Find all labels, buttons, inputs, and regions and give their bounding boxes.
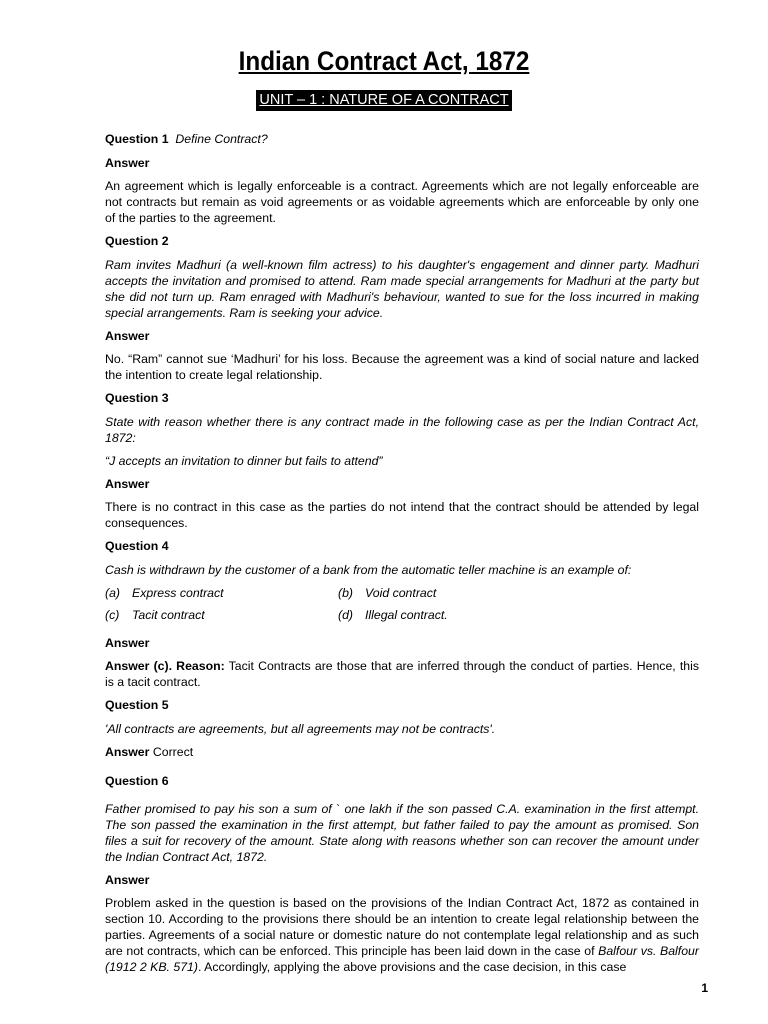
question-text: State with reason whether there is any contract made in the following case as per the Indian Contract Act, 1872:: [105, 415, 699, 445]
case-citation: Balfour vs. Balfour (1912 2 KB. 571): [105, 944, 699, 974]
unit-heading-wrap: [0, 90, 768, 111]
answer-text: An agreement which is legally enforceable is a contract. Agreements which are not legally enforceable are not contracts but remain as void agreements or as voidable agreements which are enforceable by only one of the parties to the agreement.: [105, 179, 699, 225]
option-a: (a) Express contract: [105, 586, 224, 600]
question-4: Question 4: [105, 539, 169, 553]
answer-text: No. “Ram” cannot sue ‘Madhuri’ for his loss. Because the agreement was a kind of social nature and lacked the intention to create legal relationship.: [105, 352, 699, 382]
answer-text: Problem asked in the question is based on the provisions of the Indian Contract Act, 1872 as contained in section 10. According to the provisions there should be an intention to create legal relationship between the parties. Agreements of a social nature or domestic nature do not contemplate legal relationship and as such are not contracts, which can be enforced. This principle has been laid down in the case of Balfour vs. Balfour (1912 2 KB. 571). Accordingly, applying the above provisions and the case decision, in this case: [105, 896, 699, 974]
answer-text: There is no contract in this case as the parties do not intend that the contract should be attended by legal consequences.: [105, 500, 699, 530]
options-grid: [105, 585, 699, 623]
answer-text: Answer Correct: [105, 745, 194, 759]
option-b: (b) Void contract: [338, 586, 437, 600]
question-text: 'All contracts are agreements, but all agreements may not be contracts'.: [105, 722, 496, 736]
answer-heading: Answer: [105, 156, 150, 170]
answer-heading: Answer: [105, 636, 150, 650]
question-5: Question 5: [105, 698, 169, 712]
question-3: Question 3: [105, 391, 169, 405]
question-text: Define Contract?: [175, 132, 268, 146]
page-number: 1: [701, 981, 708, 995]
answer-heading: Answer: [105, 477, 150, 491]
option-d: (d) Illegal contract.: [338, 608, 448, 622]
answer-heading: Answer: [105, 873, 150, 887]
answer-heading: Answer: [105, 329, 150, 343]
content: [105, 131, 699, 982]
unit-heading: UNIT – 1 : NATURE OF A CONTRACT: [256, 90, 511, 111]
answer-key: Answer (c). Reason:: [105, 659, 225, 673]
question-text: Father promised to pay his son a sum of ` one lakh if the son passed C.A. examination in the first attempt. The son passed the examination in the first attempt, but father failed to pay the amount as promised. Son files a suit for recovery of the amount. State along with reasons whether son can recover the amount under the Indian Contract Act, 1872.: [105, 802, 699, 864]
question-1: [105, 131, 699, 147]
question-label: Question 1: [105, 132, 169, 146]
question-quote: “J accepts an invitation to dinner but fails to attend”: [105, 454, 383, 468]
option-c: (c) Tacit contract: [105, 608, 205, 622]
question-text: Ram invites Madhuri (a well-known film actress) to his daughter's engagement and dinner party. Madhuri accepts the invitation and promised to attend. Ram made special arrangements for Madhuri at the party but she did not turn up. Ram enraged with Madhuri's behaviour, wanted to sue for the loss incurred in making special arrangements. Ram is seeking your advice.: [105, 258, 699, 320]
question-2: Question 2: [105, 234, 169, 248]
question-text: Cash is withdrawn by the customer of a bank from the automatic teller machine is an example of:: [105, 563, 632, 577]
page-title: Indian Contract Act, 1872: [238, 46, 530, 76]
question-6: Question 6: [105, 774, 169, 788]
answer-text: Answer (c). Reason: Tacit Contracts are those that are inferred through the conduct of parties. Hence, this is a tacit contract.: [105, 659, 699, 689]
